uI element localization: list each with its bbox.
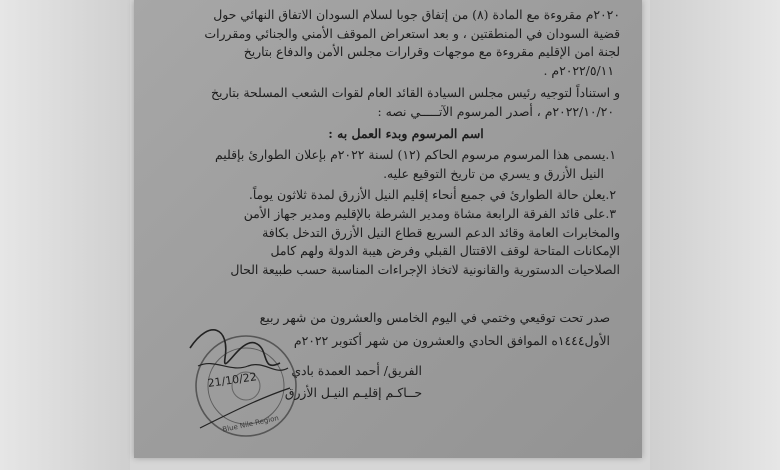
preamble-line: ٢٠٢٢/٥/١١م .: [543, 62, 614, 78]
clause-1: ١.يسمى هذا المرسوم مرسوم الحاكم (١٢) لسنة ٢٠٢٢م بإعلان الطوارئ بإقليم: [215, 147, 616, 163]
document-body: [152, 0, 620, 351]
stamp-label: Blue Nile Region: [221, 414, 280, 434]
svg-text:21/10/22: 21/10/22: [206, 370, 258, 391]
signature-block: [192, 360, 422, 404]
background-right: [650, 0, 780, 470]
clause-2: ٢.يعلن حالة الطوارئ في جميع أنحاء إقليم النيل الأزرق لمدة ثلاثون يوماً.: [248, 187, 616, 203]
preamble-line: و استناداً لتوجيه رئيس مجلس السيادة القائد العام لقوات الشعب المسلحة بتاريخ: [211, 85, 620, 101]
decree-document: [134, 0, 642, 458]
clause-3: ٣.على قائد الفرقة الرابعة مشاة ومدير الشرطة بالإقليم ومدير جهاز الأمن: [243, 205, 616, 221]
preamble-line: ٢٠٢٠م مقروءة مع المادة (٨) من إتفاق جوبا لسلام السودان الاتفاق النهائي حول: [213, 7, 620, 22]
clause-3-continued: الصلاحيات الدستورية والقانونية لاتخاذ الإجراءات المناسبة حسب طبيعة الحال: [230, 261, 620, 277]
preamble-line: ٢٠٢٢/١٠/٢٠م ، أصدر المرسوم الآتـــــي نصه :: [377, 103, 614, 119]
clause-1-continued: النيل الأزرق و يسري من تاريخ التوقيع عليه.: [383, 165, 604, 181]
closing-line: صدر تحت توقيعي وختمي في اليوم الخامس والعشرون من شهر ربيع: [259, 310, 610, 326]
preamble-line: لجنة امن الإقليم مقروءة مع موجهات وقرارات مجلس الأمن والدفاع بتاريخ: [243, 44, 620, 60]
background-left: [0, 0, 130, 470]
signatory-title: حــاكـم إقليـم النيـل الأزرق: [284, 385, 422, 400]
decree-heading: اسم المرسوم وبدء العمل به :: [328, 125, 484, 141]
clause-3-continued: الإمكانات المتاحة لوقف الاقتتال القبلي وفرض هيبة الدولة ولهم كامل: [270, 243, 620, 259]
clause-3-continued: والمخابرات العامة وقائد الدعم السريع قطاع النيل الأزرق التدخل بكافة: [262, 224, 620, 240]
preamble-line: قضية السودان في المنطقتين ، و بعد استعراض الموقف الأمني والجنائي ومقررات: [204, 25, 620, 41]
signatory-name: الفريق/ أحمد العمدة بادي: [291, 363, 422, 378]
closing-line: الأول١٤٤٤ه الموافق الحادي والعشرون من شهر أكتوبر ٢٠٢٢م: [293, 332, 610, 348]
